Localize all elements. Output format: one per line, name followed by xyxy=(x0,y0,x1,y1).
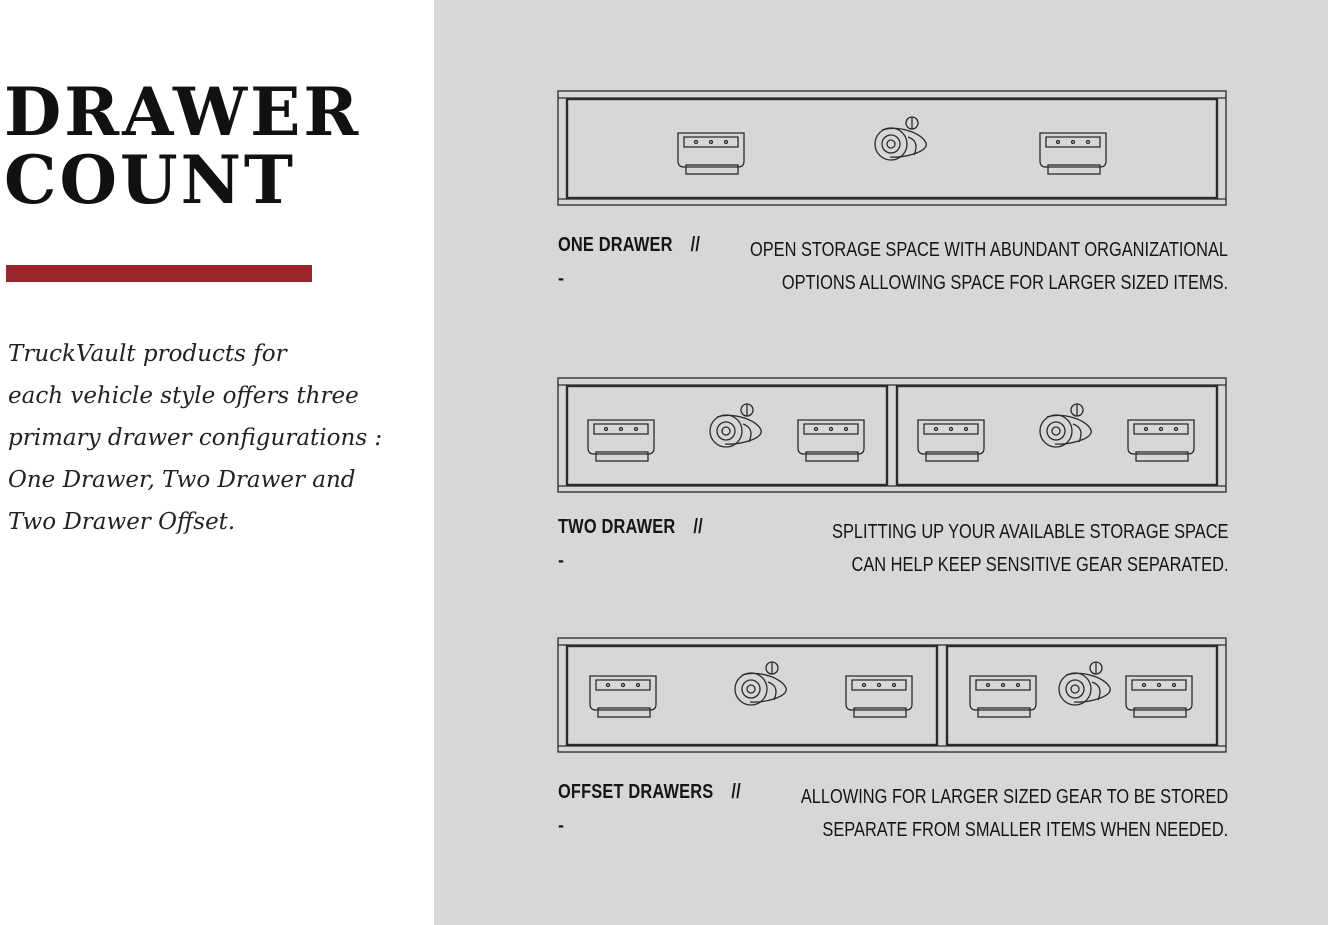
intro-line: each vehicle style offers three xyxy=(8,383,359,409)
handle-icon xyxy=(678,133,744,174)
intro-line: primary drawer configurations : xyxy=(8,425,383,451)
two-drawer-illustration xyxy=(556,376,1228,494)
handle-icon xyxy=(918,420,984,461)
handle-icon xyxy=(590,676,656,717)
one-drawer-caption xyxy=(558,234,1228,304)
two-drawer-caption xyxy=(558,516,1228,586)
config-dash: - xyxy=(558,815,564,835)
config-label: OFFSET DRAWERS // xyxy=(558,781,741,803)
config-description: SPLITTING UP YOUR AVAILABLE STORAGE SPACE CAN HELP KEEP SENSITIVE GEAR SEPARATED. xyxy=(831,521,1228,576)
config-dash: - xyxy=(558,550,564,570)
lock-icon xyxy=(1059,662,1110,705)
handle-icon xyxy=(798,420,864,461)
lock-icon xyxy=(1040,404,1091,447)
page-title xyxy=(4,73,362,219)
title-line-1: DRAWER xyxy=(4,73,362,151)
config-dash: - xyxy=(558,268,564,288)
handle-icon xyxy=(1128,420,1194,461)
left-panel xyxy=(0,0,434,925)
title-line-2: COUNT xyxy=(4,141,297,219)
lock-icon xyxy=(875,117,926,160)
handle-icon xyxy=(1040,133,1106,174)
config-description: ALLOWING FOR LARGER SIZED GEAR TO BE STORED SEPARATE FROM SMALLER ITEMS WHEN NEEDED. xyxy=(800,786,1228,841)
lock-icon xyxy=(710,404,761,447)
config-description: OPEN STORAGE SPACE WITH ABUNDANT ORGANIZATIONAL OPTIONS ALLOWING SPACE FOR LARGER SIZED ITEMS. xyxy=(749,239,1228,294)
accent-rule xyxy=(6,265,312,282)
handle-icon xyxy=(1126,676,1192,717)
handle-icon xyxy=(846,676,912,717)
handle-icon xyxy=(588,420,654,461)
intro-line: One Drawer, Two Drawer and xyxy=(8,467,356,493)
handle-icon xyxy=(970,676,1036,717)
config-label: ONE DRAWER // xyxy=(558,234,701,256)
offset-drawers-caption xyxy=(558,781,1228,851)
intro-line: TruckVault products for xyxy=(8,341,287,367)
offset-drawers-illustration xyxy=(556,636,1228,754)
intro-paragraph xyxy=(8,333,418,543)
one-drawer-illustration xyxy=(556,89,1228,207)
lock-icon xyxy=(735,662,786,705)
config-label: TWO DRAWER // xyxy=(558,516,703,538)
intro-line: Two Drawer Offset. xyxy=(8,509,236,535)
